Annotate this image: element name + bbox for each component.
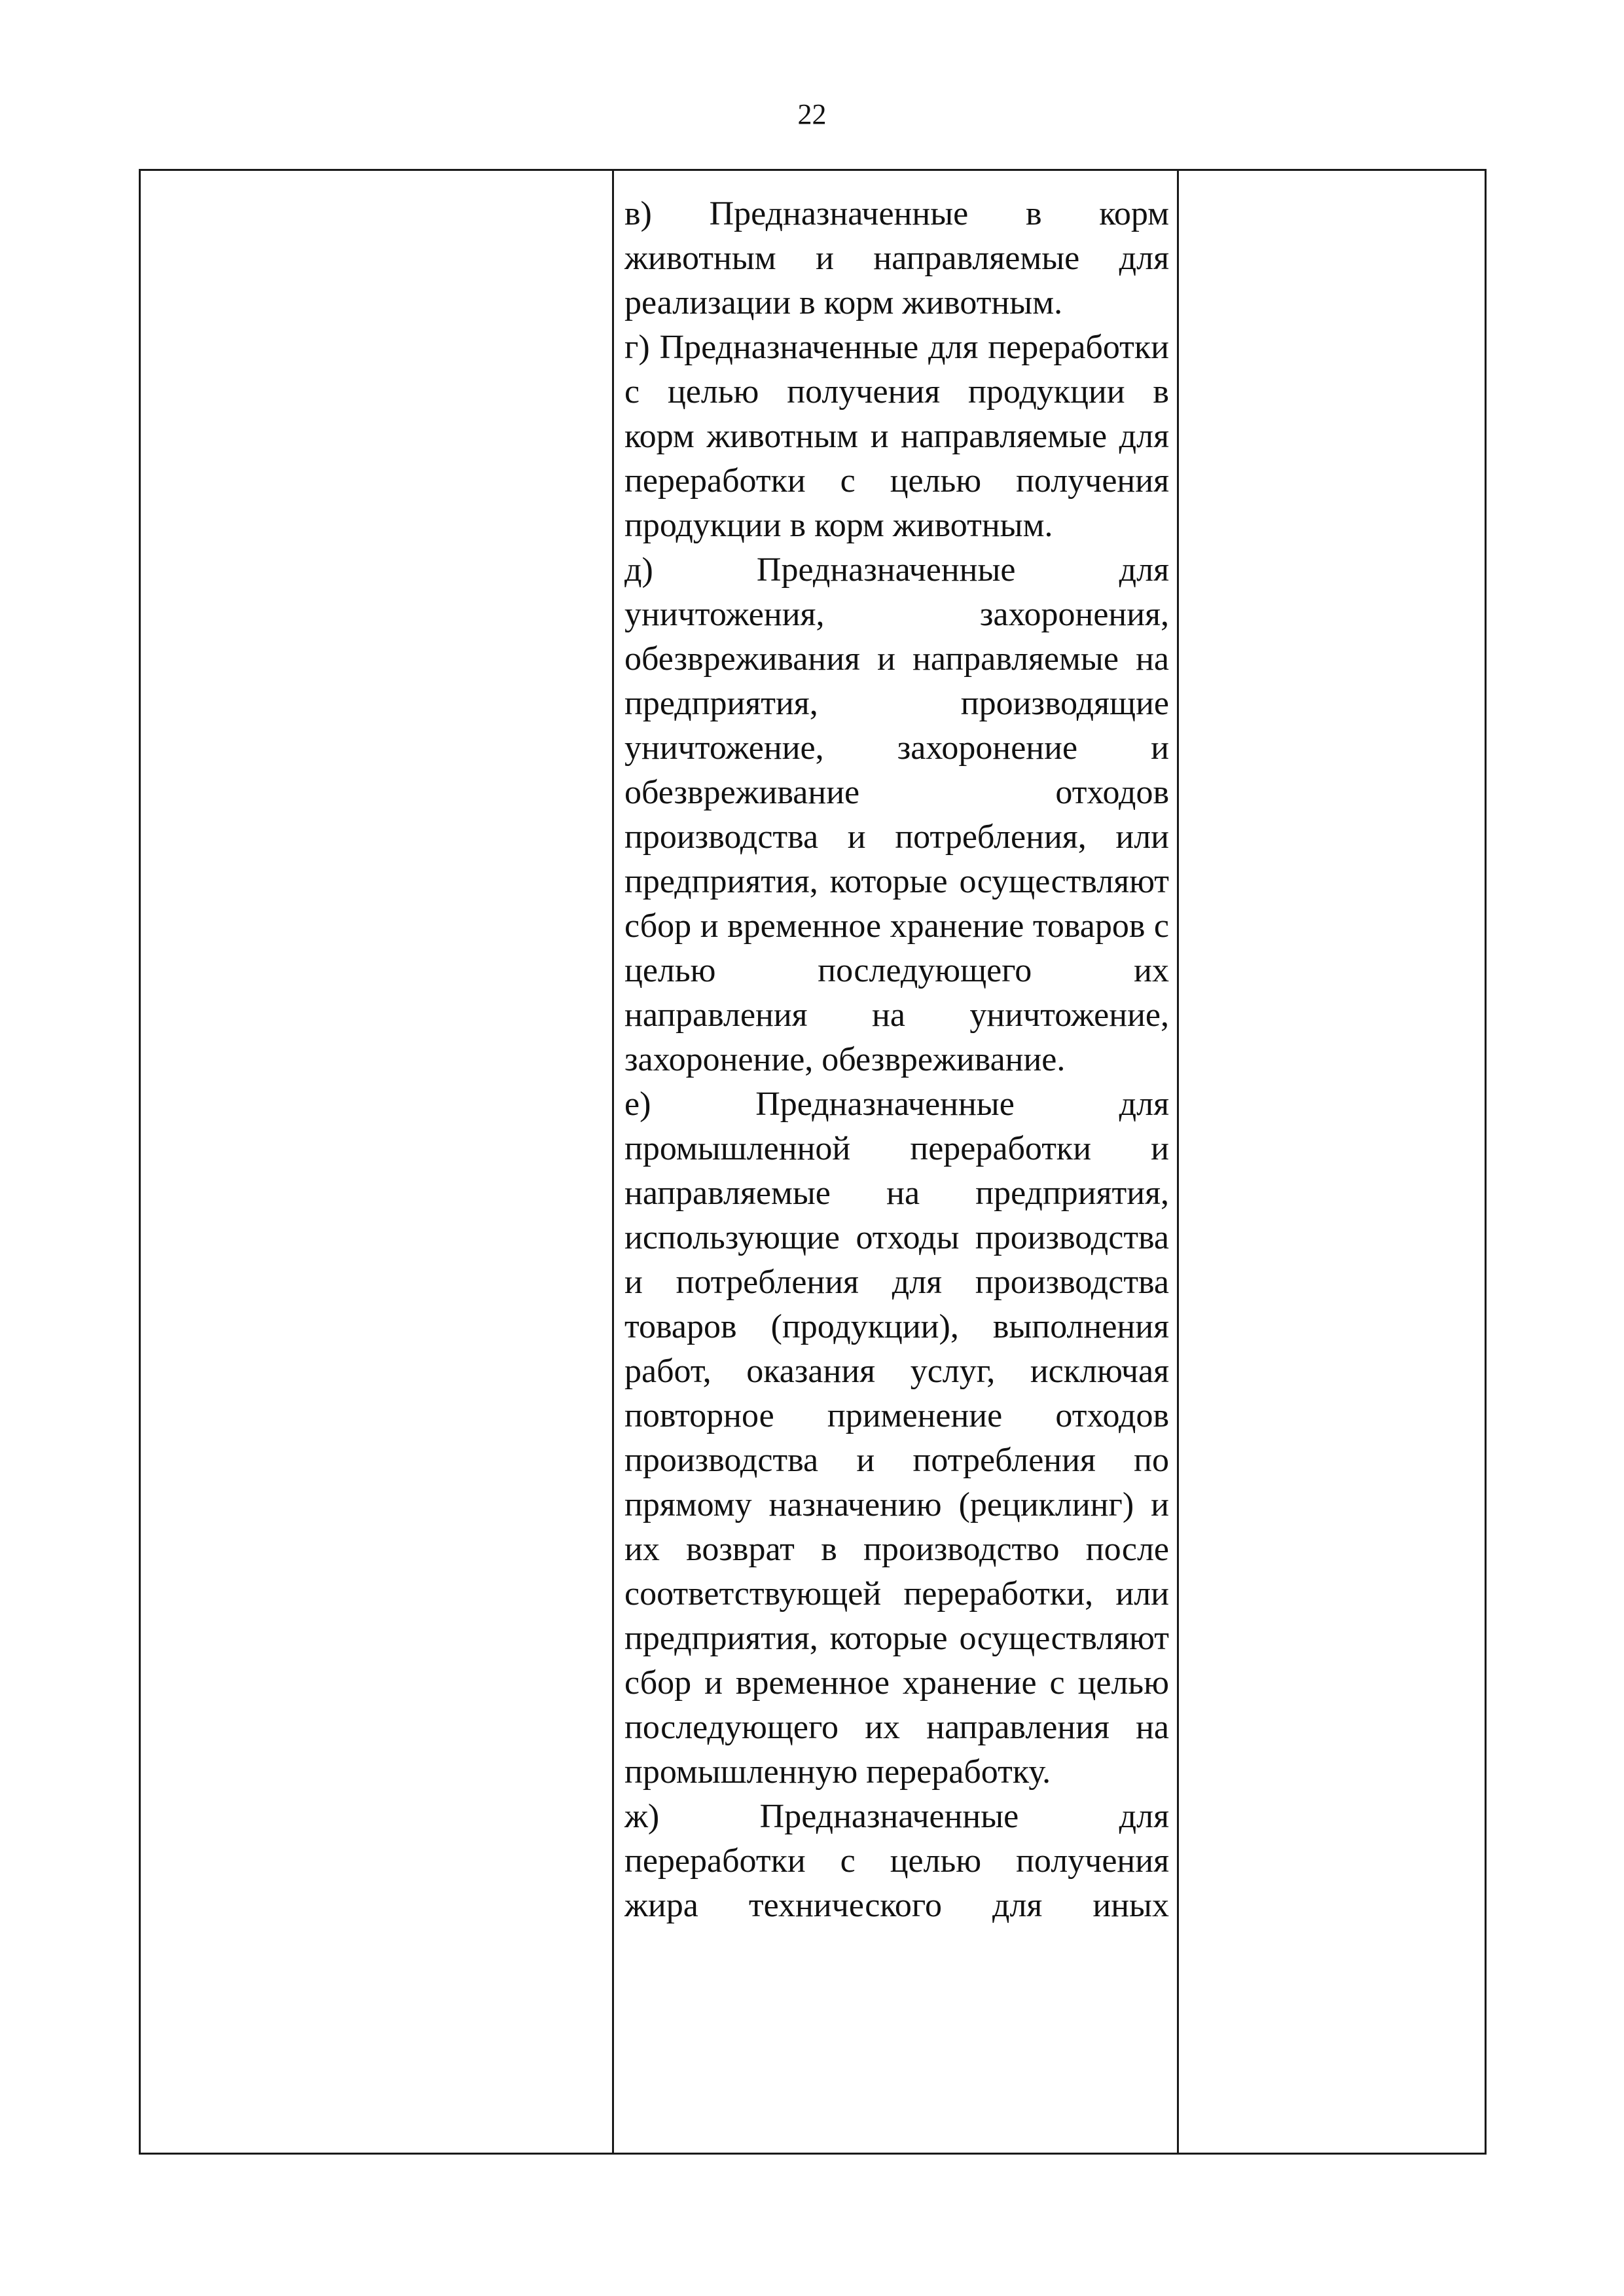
list-item-d: д) Предназначенные для уничтожения, захоронения, обезвреживания и направляемые на предприятия, производящие уничтожение, захоронение и обезвреживание отходов производства и потребления, или предприятия, которые осуществляют сбор и временное хранение товаров с целью последующего их направления на уничтожение, захоронение, обезвреживание.	[624, 551, 1169, 1078]
list-item-e: е) Предназначенные для промышленной переработки и направляемые на предприятия, использующие отходы производства и потребления для производства товаров (продукции), выполнения работ, оказания услуг, исключая повторное применение отходов производства и потребления по прямому назначению (рециклинг) и их возврат в производство после соответствующей переработки, или предприятия, которые осуществляют сбор и временное хранение с целью последующего их направления на промышленную переработку.	[624, 1085, 1169, 1791]
page-number: 22	[797, 98, 827, 130]
list-item-g: г) Предназначенные для переработки с целью получения продукции в корм животным и направляемые для переработки с целью получения продукции в корм животным.	[624, 329, 1169, 544]
table-row	[140, 170, 1486, 2154]
list-item-zh: ж) Предназначенные для переработки с целью получения жира технического для иных	[624, 1798, 1169, 1924]
list-item-v: в) Предназначенные в корм животным и направляемые для реализации в корм животным.	[624, 195, 1169, 321]
table-cell-middle	[613, 170, 1178, 2154]
cell-text-block	[614, 171, 1177, 1928]
table-cell-right	[1178, 170, 1486, 2154]
table-cell-left	[140, 170, 613, 2154]
document-table	[139, 169, 1487, 2155]
